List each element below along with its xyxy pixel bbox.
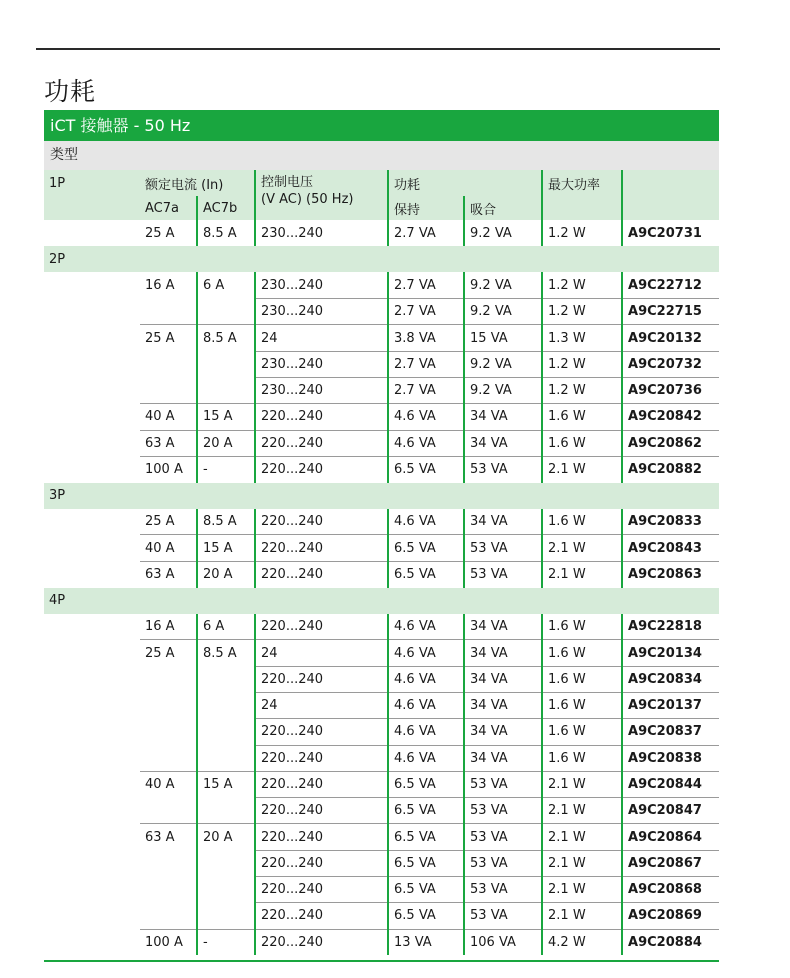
cell-inrush: 34 VA: [464, 666, 542, 692]
cell-inrush: 53 VA: [464, 561, 542, 587]
cell-reference: A9C20847: [622, 798, 719, 824]
cell-max-power: 1.6 W: [542, 404, 622, 430]
cell-hold: 3.8 VA: [388, 325, 464, 351]
cell-ac7a: [140, 850, 197, 876]
cell-reference: A9C20884: [622, 929, 719, 955]
cell-blank: [44, 850, 140, 876]
table-row: [44, 509, 719, 535]
cell-voltage: 220...240: [255, 824, 388, 850]
cell-ac7b: 20 A: [197, 824, 255, 850]
cell-max-power: 1.6 W: [542, 692, 622, 718]
table-row: [44, 614, 719, 640]
cell-inrush: 34 VA: [464, 692, 542, 718]
cell-voltage: 220...240: [255, 903, 388, 929]
cell-reference: A9C20731: [622, 220, 719, 246]
table-row: [44, 798, 719, 824]
cell-reference: A9C20843: [622, 535, 719, 561]
cell-inrush: 9.2 VA: [464, 377, 542, 403]
cell-ac7a: [140, 719, 197, 745]
cell-ac7b: [197, 351, 255, 377]
cell-ac7a: 40 A: [140, 771, 197, 797]
table-row: [44, 877, 719, 903]
cell-ac7a: [140, 299, 197, 325]
cell-inrush: 34 VA: [464, 614, 542, 640]
cell-ac7a: 100 A: [140, 456, 197, 482]
type-label: 类型: [44, 141, 719, 170]
cell-max-power: 2.1 W: [542, 561, 622, 587]
cell-voltage: 220...240: [255, 850, 388, 876]
cell-hold: 6.5 VA: [388, 877, 464, 903]
cell-blank: [44, 430, 140, 456]
cell-ac7b: [197, 903, 255, 929]
table-row: [44, 456, 719, 482]
cell-hold: 2.7 VA: [388, 272, 464, 298]
cell-ac7b: 20 A: [197, 430, 255, 456]
cell-reference: A9C22712: [622, 272, 719, 298]
cell-ac7a: [140, 903, 197, 929]
bottom-rule: [44, 960, 719, 962]
cell-voltage: 220...240: [255, 666, 388, 692]
cell-reference: A9C20834: [622, 666, 719, 692]
top-rule: [36, 48, 720, 50]
cell-reference: A9C22715: [622, 299, 719, 325]
cell-ac7a: [140, 377, 197, 403]
cell-inrush: 15 VA: [464, 325, 542, 351]
cell-ac7a: [140, 351, 197, 377]
cell-blank: [44, 719, 140, 745]
cell-ac7a: 25 A: [140, 325, 197, 351]
group-label: 4P: [44, 588, 719, 614]
cell-reference: A9C20837: [622, 719, 719, 745]
cell-inrush: 34 VA: [464, 509, 542, 535]
cell-ac7a: [140, 745, 197, 771]
table-row: [44, 903, 719, 929]
cell-ac7b: 15 A: [197, 771, 255, 797]
cell-max-power: 1.6 W: [542, 614, 622, 640]
header-rated-current: 额定电流 (In): [140, 170, 255, 196]
cell-hold: 6.5 VA: [388, 903, 464, 929]
cell-ac7a: 100 A: [140, 929, 197, 955]
cell-hold: 4.6 VA: [388, 719, 464, 745]
cell-max-power: 1.2 W: [542, 351, 622, 377]
cell-inrush: 53 VA: [464, 824, 542, 850]
cell-reference: A9C20867: [622, 850, 719, 876]
cell-max-power: 1.6 W: [542, 430, 622, 456]
cell-inrush: 53 VA: [464, 877, 542, 903]
cell-inrush: 53 VA: [464, 798, 542, 824]
cell-max-power: 1.2 W: [542, 299, 622, 325]
header-ac7a: AC7a: [140, 196, 197, 220]
cell-ac7a: 40 A: [140, 404, 197, 430]
cell-hold: 6.5 VA: [388, 561, 464, 587]
cell-ac7b: [197, 666, 255, 692]
cell-inrush: 9.2 VA: [464, 351, 542, 377]
cell-blank: [44, 666, 140, 692]
cell-blank: [44, 798, 140, 824]
cell-voltage: 220...240: [255, 877, 388, 903]
cell-reference: A9C20863: [622, 561, 719, 587]
cell-ac7b: [197, 745, 255, 771]
table-row: [44, 719, 719, 745]
cell-hold: 6.5 VA: [388, 771, 464, 797]
cell-blank: [44, 404, 140, 430]
cell-max-power: 1.6 W: [542, 666, 622, 692]
cell-inrush: 53 VA: [464, 456, 542, 482]
cell-blank: [44, 561, 140, 587]
table-row: [44, 771, 719, 797]
cell-reference: A9C20732: [622, 351, 719, 377]
cell-ac7b: 8.5 A: [197, 640, 255, 666]
cell-hold: 6.5 VA: [388, 824, 464, 850]
cell-ac7b: [197, 299, 255, 325]
cell-reference: A9C20134: [622, 640, 719, 666]
cell-reference: A9C20868: [622, 877, 719, 903]
cell-ac7a: [140, 666, 197, 692]
cell-ac7b: 6 A: [197, 614, 255, 640]
cell-inrush: 106 VA: [464, 929, 542, 955]
cell-blank: [44, 299, 140, 325]
table-row: [44, 220, 719, 246]
table-row: [44, 430, 719, 456]
cell-voltage: 220...240: [255, 456, 388, 482]
cell-max-power: 1.3 W: [542, 325, 622, 351]
cell-max-power: 4.2 W: [542, 929, 622, 955]
cell-reference: A9C20862: [622, 430, 719, 456]
cell-voltage: 220...240: [255, 929, 388, 955]
section-banner: iCT 接触器 - 50 Hz: [44, 110, 719, 141]
cell-voltage: 220...240: [255, 745, 388, 771]
header-control-voltage-line2: (V AC) (50 Hz): [261, 192, 354, 207]
cell-reference: A9C20838: [622, 745, 719, 771]
cell-ac7a: 16 A: [145, 618, 175, 634]
header-row-1: [44, 170, 719, 196]
header-max-power: 最大功率: [542, 170, 622, 220]
cell-inrush: 34 VA: [464, 745, 542, 771]
cell-blank: [44, 745, 140, 771]
cell-hold: 6.5 VA: [388, 535, 464, 561]
cell-max-power: 2.1 W: [542, 456, 622, 482]
cell-ac7b: 20 A: [197, 561, 255, 587]
cell-hold: 4.6 VA: [388, 430, 464, 456]
cell-voltage: 220...240: [255, 614, 388, 640]
cell-hold: 6.5 VA: [388, 850, 464, 876]
table-row: [44, 692, 719, 718]
cell-blank: [44, 509, 140, 535]
cell-inrush: 34 VA: [464, 430, 542, 456]
cell-max-power: 2.1 W: [542, 824, 622, 850]
header-reference: [622, 170, 719, 220]
cell-blank: [44, 929, 140, 955]
cell-reference: A9C20864: [622, 824, 719, 850]
cell-hold: 2.7 VA: [388, 351, 464, 377]
table-row: [44, 535, 719, 561]
cell-inrush: 53 VA: [464, 535, 542, 561]
table-row: [44, 850, 719, 876]
cell-blank: [44, 220, 140, 246]
table-row: [44, 351, 719, 377]
cell-ac7b: 15 A: [197, 404, 255, 430]
cell-max-power: 2.1 W: [542, 535, 622, 561]
table-row: [44, 377, 719, 403]
cell-blank: [44, 614, 140, 640]
header-poles: 1P: [44, 170, 140, 196]
cell-voltage: 220...240: [255, 509, 388, 535]
table-row: [44, 404, 719, 430]
cell-hold: 4.6 VA: [388, 745, 464, 771]
cell-inrush: 9.2 VA: [464, 220, 542, 246]
cell-hold: 6.5 VA: [388, 798, 464, 824]
cell-max-power: 1.2 W: [542, 272, 622, 298]
cell-ac7b: -: [197, 929, 255, 955]
group-row-4p: [44, 588, 719, 614]
cell-blank: [44, 771, 140, 797]
header-control-voltage-line1: 控制电压: [261, 175, 314, 190]
cell-ac7a: 25 A: [145, 225, 175, 241]
page-title: 功耗: [44, 77, 97, 106]
header-control-voltage: [255, 170, 388, 220]
cell-voltage: 220...240: [255, 535, 388, 561]
table-row: [44, 640, 719, 666]
cell-blank: [44, 325, 140, 351]
group-label: 3P: [44, 483, 719, 509]
cell-hold: 6.5 VA: [388, 456, 464, 482]
cell-max-power: 2.1 W: [542, 903, 622, 929]
cell-max-power: 2.1 W: [542, 798, 622, 824]
cell-ac7b: 15 A: [197, 535, 255, 561]
cell-ac7a: [140, 692, 197, 718]
cell-voltage: 220...240: [255, 561, 388, 587]
group-row-3p: [44, 483, 719, 509]
cell-reference: A9C20137: [622, 692, 719, 718]
cell-blank: [44, 456, 140, 482]
cell-hold: 13 VA: [388, 929, 464, 955]
cell-inrush: 34 VA: [464, 719, 542, 745]
header-ac7b: AC7b: [197, 196, 255, 220]
spec-table: [44, 170, 719, 955]
cell-reference: A9C22818: [622, 614, 719, 640]
cell-reference: A9C20869: [622, 903, 719, 929]
table-row: [44, 272, 719, 298]
cell-voltage: 230...240: [255, 220, 388, 246]
cell-voltage: 230...240: [255, 377, 388, 403]
table-row: [44, 561, 719, 587]
cell-inrush: 9.2 VA: [464, 272, 542, 298]
cell-voltage: 24: [255, 325, 388, 351]
cell-blank: [44, 377, 140, 403]
cell-inrush: 53 VA: [464, 771, 542, 797]
header-hold: 保持: [388, 196, 464, 220]
cell-hold: 2.7 VA: [388, 377, 464, 403]
header-power-consumption: 功耗: [388, 170, 542, 196]
cell-ac7a: 16 A: [145, 277, 175, 293]
cell-max-power: 1.6 W: [542, 719, 622, 745]
cell-hold: 4.6 VA: [388, 509, 464, 535]
cell-blank: [44, 824, 140, 850]
cell-blank: [44, 535, 140, 561]
cell-hold: 2.7 VA: [388, 299, 464, 325]
cell-voltage: 220...240: [255, 404, 388, 430]
cell-max-power: 1.6 W: [542, 509, 622, 535]
cell-voltage: 230...240: [255, 351, 388, 377]
cell-ac7a: 25 A: [145, 514, 175, 530]
cell-hold: 4.6 VA: [388, 614, 464, 640]
cell-ac7b: [197, 798, 255, 824]
cell-voltage: 24: [255, 640, 388, 666]
header-inrush: 吸合: [464, 196, 542, 220]
cell-inrush: 53 VA: [464, 850, 542, 876]
table-row: [44, 824, 719, 850]
cell-voltage: 220...240: [255, 430, 388, 456]
cell-reference: A9C20736: [622, 377, 719, 403]
cell-max-power: 1.6 W: [542, 745, 622, 771]
cell-blank: [44, 640, 140, 666]
cell-ac7b: [197, 692, 255, 718]
cell-ac7b: [197, 850, 255, 876]
table-row: [44, 299, 719, 325]
cell-blank: [44, 692, 140, 718]
cell-max-power: 2.1 W: [542, 850, 622, 876]
cell-voltage: 24: [255, 692, 388, 718]
cell-voltage: 220...240: [255, 798, 388, 824]
cell-max-power: 2.1 W: [542, 771, 622, 797]
cell-hold: 4.6 VA: [388, 640, 464, 666]
group-row-2p: [44, 246, 719, 272]
cell-blank: [44, 877, 140, 903]
cell-blank: [44, 903, 140, 929]
cell-ac7b: 6 A: [197, 272, 255, 298]
cell-inrush: 53 VA: [464, 903, 542, 929]
table-row: [44, 745, 719, 771]
cell-reference: A9C20842: [622, 404, 719, 430]
cell-blank: [44, 351, 140, 377]
cell-ac7a: 63 A: [140, 824, 197, 850]
cell-max-power: 2.1 W: [542, 877, 622, 903]
cell-reference: A9C20132: [622, 325, 719, 351]
header-blank: [44, 196, 140, 220]
cell-hold: 4.6 VA: [388, 666, 464, 692]
cell-voltage: 220...240: [255, 719, 388, 745]
cell-ac7b: 8.5 A: [197, 220, 255, 246]
cell-ac7a: 40 A: [140, 535, 197, 561]
cell-reference: A9C20882: [622, 456, 719, 482]
cell-inrush: 9.2 VA: [464, 299, 542, 325]
cell-max-power: 1.2 W: [542, 220, 622, 246]
table-row: [44, 929, 719, 955]
cell-ac7b: [197, 877, 255, 903]
cell-inrush: 34 VA: [464, 404, 542, 430]
cell-hold: 2.7 VA: [388, 220, 464, 246]
cell-max-power: 1.6 W: [542, 640, 622, 666]
cell-reference: A9C20844: [622, 771, 719, 797]
cell-ac7b: 8.5 A: [197, 325, 255, 351]
cell-inrush: 34 VA: [464, 640, 542, 666]
cell-hold: 4.6 VA: [388, 404, 464, 430]
cell-ac7b: 8.5 A: [197, 509, 255, 535]
cell-hold: 4.6 VA: [388, 692, 464, 718]
cell-ac7b: [197, 719, 255, 745]
cell-voltage: 220...240: [255, 771, 388, 797]
cell-max-power: 1.2 W: [542, 377, 622, 403]
cell-voltage: 230...240: [255, 272, 388, 298]
cell-reference: A9C20833: [622, 509, 719, 535]
group-label: 2P: [44, 246, 719, 272]
cell-ac7a: [140, 877, 197, 903]
cell-voltage: 230...240: [255, 299, 388, 325]
cell-blank: [44, 272, 140, 298]
cell-ac7a: 25 A: [140, 640, 197, 666]
table-row: [44, 666, 719, 692]
cell-ac7a: [140, 798, 197, 824]
cell-ac7b: [197, 377, 255, 403]
table-row: [44, 325, 719, 351]
cell-ac7b: -: [197, 456, 255, 482]
cell-ac7a: 63 A: [140, 561, 197, 587]
cell-ac7a: 63 A: [140, 430, 197, 456]
